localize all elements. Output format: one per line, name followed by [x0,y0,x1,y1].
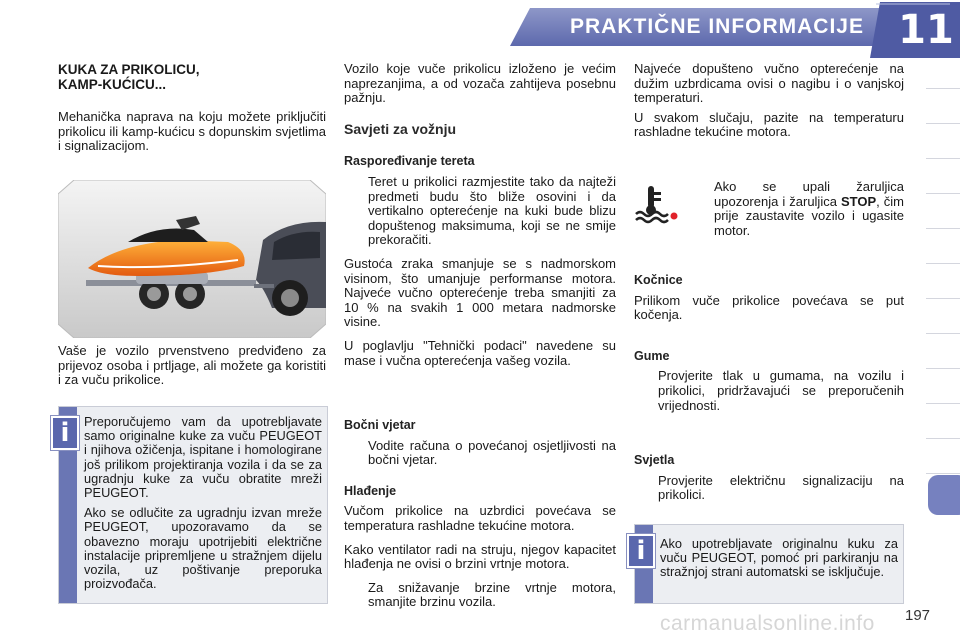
info-paragraph-1: Preporučujemo vam da upotrebljavate samo originalne kuke za vuču PEUGEOT i njihova ožičenja, ispitane i homologirane još prilikom projektiranja vozila i da se za ugradnju kuke za vuču obratite mreži PEUGEOT. [84,414,322,501]
coolant-temp-text: U svakom slučaju, pazite na temperaturu rashladne tekućine motora. [634,109,904,140]
side-tab[interactable] [926,60,960,89]
section-title-line1: KUKA ZA PRIKOLICU, [58,62,200,77]
right-column [634,62,904,149]
brakes-title: Kočnice [634,273,683,287]
side-tab[interactable] [926,410,960,439]
warning-block [690,180,904,247]
info-box-left-text [84,415,322,597]
max-load-text: Najveće dopušteno vučno opterećenje na dužim uzbrdicama ovisi o nagibu i o vanjskoj temperaturi. [634,61,904,106]
lights-bullet [634,474,904,503]
stop-label: STOP [840,193,877,209]
tyres-title: Gume [634,348,670,363]
info-icon: i [51,416,79,450]
side-tab[interactable] [926,305,960,334]
side-tab[interactable] [926,165,960,194]
jetski-trailer-image [58,180,326,338]
chapter-number: 11 [898,7,954,53]
warning-text-pre: Ako se upali žaruljica upozorenja i žaruljica [714,179,904,209]
bullet-text: Vodite računa o povećanoj osjetljivosti na bočni vjetar. [368,437,616,468]
tyres-bullet [634,369,904,413]
info-icon: i [627,534,655,568]
warning-text-post: , čim prije zaustavite vozilo i ugasite motor. [714,193,904,238]
cooling-bullet [344,581,616,610]
info-paragraph-2: Ako se odlučite za ugradnju izvan mreže PEUGEOT, upozoravamo da se obavezno moraju upotrijebiti električne instalacije pripremljene u stražnjem dijelu vozila, uz poštivanje preporuka proizvođača. [84,505,322,592]
air-density-text: Gustoća zraka smanjuje se s nadmorskom visinom, što umanjuje performanse motora. Najveće vučno opterećenje treba smanjiti za 10 % na svakih 1 000 metara nadmorske visine. [344,255,616,330]
warning-bullet [690,180,904,238]
section-title-line2: KAMP-KUĆICU... [58,77,166,92]
side-tab[interactable] [926,270,960,299]
cooling-text-1: Vučom prikolice na uzbrdici povećava se temperatura rashladne tekućine motora. [344,503,616,534]
trailer-illustration [58,180,326,338]
cooling-title: Hlađenje [344,483,397,498]
driving-tips-heading: Savjeti za vožnju [344,120,457,137]
bullet-text: Teret u prikolici razmjestite tako da najteži predmeti budu što bliže osovini i da vertikalno opterećenje na kuki bude blizu dopuštenog maksimuma, koji se ne smije prekoračiti. [368,173,616,248]
cooling-text-2: Kako ventilator radi na struju, njegov kapacitet hlađenja ne ovisi o brzini vrtnje motora. [344,541,616,572]
middle-column [344,62,616,619]
coolant-temperature-warning-icon [632,184,680,224]
side-tab[interactable] [926,95,960,124]
brakes-text: Prilikom vuče prikolice povećava se put kočenja. [634,292,904,323]
lights-title: Svjetla [634,453,675,468]
left-column-lower [58,344,326,397]
side-tab[interactable] [926,445,960,474]
page-number: 197 [905,607,931,624]
side-tab[interactable] [926,200,960,229]
page-header [0,0,960,58]
header-title: PRAKTIČNE INFORMACIJE [569,15,864,38]
side-tab[interactable] [926,235,960,264]
watermark: carmanualsonline.info [660,612,875,635]
info-box-right-text [660,537,898,586]
left-column [58,62,326,163]
middle-intro: Vozilo koje vuče prikolicu izloženo je većim naprezanjima, a od vozača zahtijeva posebnu pažnju. [344,61,616,106]
side-tab[interactable] [926,130,960,159]
bullet-text: Provjerite električnu signalizaciju na prikolici. [658,472,904,503]
side-tab[interactable] [926,375,960,404]
side-tab-active[interactable] [928,475,960,515]
load-distribution-title: Raspoređivanje tereta [344,154,475,169]
side-wind-bullet [344,439,616,468]
info-box-left [58,406,328,604]
bullet-text: Provjerite tlak u gumama, na vozilu i prikolici, pridržavajući se preporučenih vrijednosti. [658,368,904,413]
info-box-right [634,524,904,604]
technical-data-text: U poglavlju "Tehnički podaci" navedene su mase i vučna opterećenja vašeg vozila. [344,337,616,368]
side-tab[interactable] [926,340,960,369]
load-distribution-bullet [344,175,616,248]
after-image-text: Vaše je vozilo prvenstveno predviđeno za prijevoz osoba i prtljage, ali možete ga koristiti i za vuču prikolice. [58,343,326,388]
bullet-text: Za snižavanje brzine vrtnje motora, smanjite brzinu vozila. [368,579,616,610]
right-column-lower [634,273,904,512]
info-paragraph: Ako upotrebljavate originalnu kuku za vuču PEUGEOT, pomoć pri parkiranju na stražnjoj strani automatski se isključuje. [660,536,898,580]
side-wind-title: Bočni vjetar [344,418,416,433]
intro-text: Mehanička naprava na koju možete priključiti prikolicu ili kamp-kućicu s dopunskim svjetlima i signalizacijom. [58,109,326,154]
